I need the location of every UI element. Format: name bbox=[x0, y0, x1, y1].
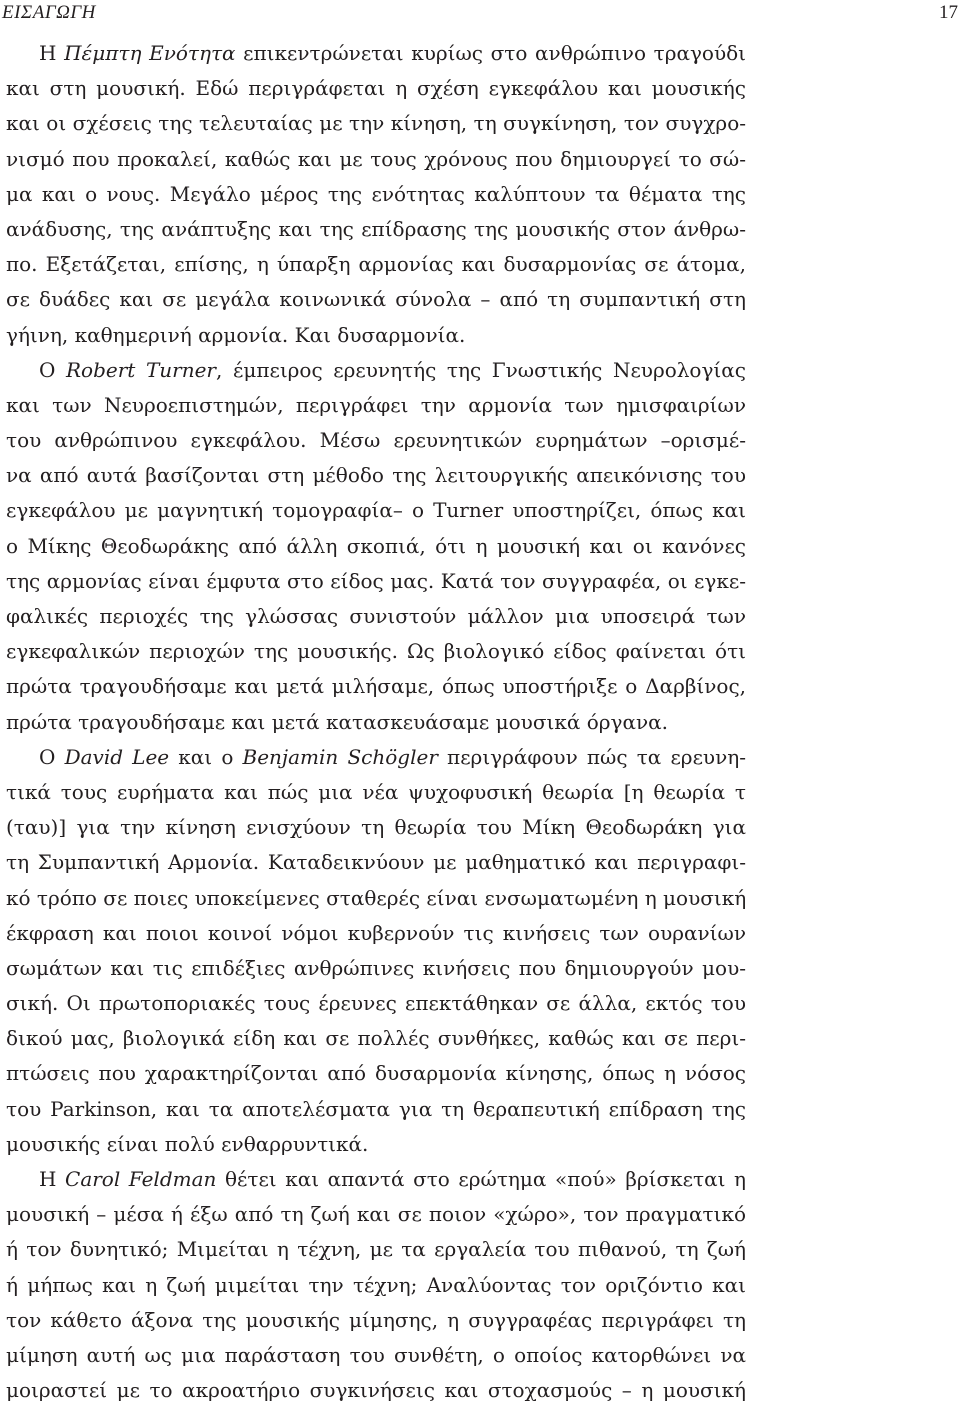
text-span: Ο bbox=[39, 357, 66, 382]
text-line bbox=[6, 599, 746, 634]
text-span: , έμπειρος ερευνητής της Γνωστικής Νευρολογίας bbox=[216, 357, 746, 382]
italic-text: David Lee bbox=[64, 744, 170, 769]
text-line bbox=[6, 1232, 746, 1267]
text-span: εγκεφάλου με μαγνητική τομογραφία– ο Turner υποστηρίζει, όπως και bbox=[6, 498, 746, 523]
text-span: μοιραστεί με το ακροατήριο συγκινήσεις και στοχασμούς – η μουσική bbox=[6, 1378, 746, 1403]
text-span: πτώσεις που χαρακτηρίζονται από δυσαρμονία κίνησης, όπως η νόσος bbox=[6, 1061, 746, 1086]
text-span: και των Νευροεπιστημών, περιγράφει την αρμονία των ημισφαιρίων bbox=[6, 392, 746, 417]
text-line bbox=[6, 1303, 746, 1338]
text-span: σε δυάδες και σε μεγάλα κοινωνικά σύνολα – από τη συμπαντική στη bbox=[6, 287, 746, 312]
text-span: τη Συμπαντική Αρμονία. Καταδεικνύουν με μαθηματικό και περιγραφι- bbox=[6, 850, 746, 875]
text-span: κό τρόπο σε ποιες υποκείμενες σταθερές είναι ενσωματωμένη η μουσική bbox=[6, 885, 746, 910]
page-number: 17 bbox=[939, 2, 958, 23]
text-line bbox=[6, 916, 746, 951]
text-line bbox=[6, 1127, 746, 1162]
italic-text: Carol Feldman bbox=[65, 1167, 217, 1191]
text-line bbox=[6, 1197, 746, 1232]
text-line bbox=[6, 669, 746, 704]
text-line bbox=[6, 493, 746, 528]
italic-text: Robert Turner bbox=[66, 357, 216, 382]
text-line bbox=[6, 705, 746, 740]
text-span: φαλικές περιοχές της γλώσσας συνιστούν μάλλον μια υποσειρά των bbox=[6, 604, 746, 628]
text-line bbox=[6, 1338, 746, 1373]
italic-text: Benjamin Schögler bbox=[242, 744, 438, 769]
text-span: τον κάθετο άξονα της μουσικής μίμησης, η συγγραφέας περιγράφει τη bbox=[6, 1307, 746, 1332]
text-span: σωμάτων και τις επιδέξιες ανθρώπινες κινήσεις που δημιουργούν μου- bbox=[6, 955, 746, 980]
text-span: ανάδυσης, της ανάπτυξης και της επίδρασης της μουσικής στον άνθρω- bbox=[6, 216, 746, 241]
text-line bbox=[6, 106, 746, 141]
text-line bbox=[6, 458, 746, 493]
text-span: μουσικής είναι πολύ ενθαρρυντικά. bbox=[6, 1131, 369, 1156]
running-header bbox=[0, 0, 960, 30]
text-span: νισμό που προκαλεί, καθώς και με τους χρόνους που δημιουργεί το σώ- bbox=[6, 146, 746, 171]
text-span: (ταυ)] για την κίνηση ενισχύουν τη θεωρία του Μίκη Θεοδωράκη για bbox=[6, 815, 746, 840]
text-line bbox=[6, 529, 746, 564]
text-span: μίμηση αυτή ως μια παράσταση του συνθέτη, ο οποίος κατορθώνει να bbox=[6, 1342, 746, 1367]
text-line bbox=[6, 212, 746, 247]
text-line bbox=[6, 177, 746, 212]
text-span: και ο bbox=[169, 744, 243, 769]
text-span: να από αυτά βασίζονται στη μέθοδο της λειτουργικής απεικόνισης του bbox=[6, 463, 746, 488]
text-span: εγκεφαλικών περιοχών της μουσικής. Ως βιολογικό είδος φαίνεται ότι bbox=[6, 639, 746, 664]
text-span: της αρμονίας είναι έμφυτα στο είδος μας. Κατά τον συγγραφέα, οι εγκε- bbox=[6, 568, 746, 593]
text-span: του Parkinson, και τα αποτελέσματα για τη θεραπευτική επίδραση της bbox=[6, 1096, 746, 1121]
text-line bbox=[6, 388, 746, 423]
text-line bbox=[6, 845, 746, 880]
text-span: δικού μας, βιολογικά είδη και σε πολλές συνθήκες, καθώς και σε περι- bbox=[6, 1026, 746, 1051]
text-span: σική. Οι πρωτοποριακές τους έρευνες επεκτάθηκαν σε άλλα, εκτός του bbox=[6, 991, 746, 1016]
text-line bbox=[6, 740, 746, 775]
text-line bbox=[6, 881, 746, 916]
text-line bbox=[6, 810, 746, 845]
text-line bbox=[6, 986, 746, 1021]
section-title: ΕΙΣΑΓΩΓΗ bbox=[2, 2, 96, 23]
text-span: επικεντρώνεται κυρίως στο ανθρώπινο τραγούδι bbox=[235, 41, 746, 65]
text-line bbox=[6, 247, 746, 282]
text-span: τικά τους ευρήματα και πώς μια νέα ψυχοφυσική θεωρία [η θεωρία τ bbox=[6, 779, 746, 804]
text-span: θέτει και απαντά στο ερώτημα «πού» βρίσκεται η bbox=[216, 1167, 746, 1191]
text-line bbox=[6, 318, 746, 353]
text-span: περιγράφουν πώς τα ερευνη- bbox=[437, 744, 746, 769]
text-span: του ανθρώπινου εγκεφάλου. Μέσω ερευνητικών ευρημάτων –ορισμέ- bbox=[6, 428, 746, 453]
text-span: έκφραση και ποιοι κοινοί νόμοι κυβερνούν τις κινήσεις των ουρανίων bbox=[6, 920, 746, 945]
text-line bbox=[6, 142, 746, 177]
text-line bbox=[6, 36, 746, 71]
text-line bbox=[6, 1268, 746, 1303]
text-line bbox=[6, 1056, 746, 1091]
body-text bbox=[6, 36, 746, 1408]
italic-text: Πέμπτη Ενότητα bbox=[64, 41, 236, 65]
text-span: Ο bbox=[39, 744, 65, 769]
text-line bbox=[6, 951, 746, 986]
text-line bbox=[6, 1373, 746, 1408]
text-line bbox=[6, 1092, 746, 1127]
text-span: Η bbox=[39, 1167, 66, 1191]
text-span: μουσική – μέσα ή έξω από τη ζωή και σε ποιον «χώρο», τον πραγματικό bbox=[6, 1202, 746, 1227]
text-line bbox=[6, 71, 746, 106]
text-line bbox=[6, 1162, 746, 1197]
text-line bbox=[6, 282, 746, 317]
text-span: ο Μίκης Θεοδωράκης από άλλη σκοπιά, ότι η μουσική και οι κανόνες bbox=[6, 533, 746, 558]
text-span: γήινη, καθημερινή αρμονία. Και δυσαρμονία. bbox=[6, 322, 466, 347]
text-line bbox=[6, 1021, 746, 1056]
text-line bbox=[6, 775, 746, 810]
text-span: μα και ο νους. Μεγάλο μέρος της ενότητας καλύπτουν τα θέματα της bbox=[6, 181, 746, 206]
text-span: και στη μουσική. Εδώ περιγράφεται η σχέση εγκεφάλου και μουσικής bbox=[6, 76, 746, 101]
text-span: ή μήπως και η ζωή μιμείται την τέχνη; Αναλύοντας τον οριζόντιο και bbox=[6, 1272, 746, 1297]
text-line bbox=[6, 564, 746, 599]
text-line bbox=[6, 634, 746, 669]
text-span: πρώτα τραγουδήσαμε και μετά μιλήσαμε, όπως υποστήριξε ο Δαρβίνος, bbox=[6, 674, 746, 699]
text-span: Η bbox=[39, 41, 65, 65]
text-line bbox=[6, 423, 746, 458]
text-line bbox=[6, 353, 746, 388]
text-span: ή τον δυνητικό; Μιμείται η τέχνη, με τα εργαλεία του πιθανού, τη ζωή bbox=[6, 1237, 746, 1262]
text-span: πρώτα τραγουδήσαμε και μετά κατασκευάσαμε μουσικά όργανα. bbox=[6, 709, 668, 734]
text-span: πο. Εξετάζεται, επίσης, η ύπαρξη αρμονίας και δυσαρμονίας σε άτομα, bbox=[6, 252, 746, 277]
text-span: και οι σχέσεις της τελευταίας με την κίνηση, τη συγκίνηση, τον συγχρο- bbox=[6, 111, 746, 136]
